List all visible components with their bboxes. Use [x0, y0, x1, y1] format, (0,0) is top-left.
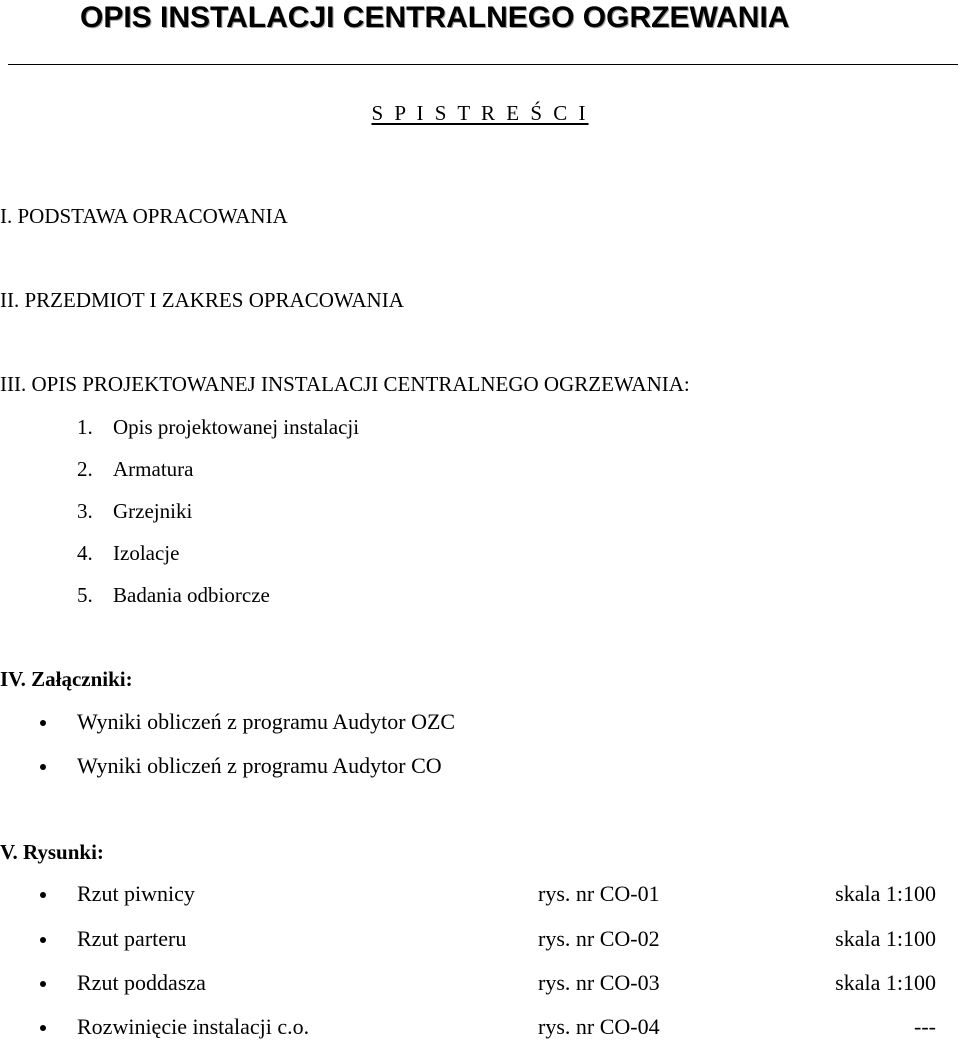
drawing-ref: rys. nr CO-04 [538, 1014, 660, 1039]
drawing-label: Rzut piwnicy [77, 881, 195, 906]
bullet-icon [40, 937, 46, 943]
bullet-icon [40, 720, 46, 726]
drawing-row [0, 1013, 960, 1041]
drawing-label: Rozwinięcie instalacji c.o. [77, 1014, 310, 1039]
bullet-icon [40, 981, 46, 987]
toc-heading: S P I S T R E Ś C I [371, 101, 589, 125]
attachment-label: Wyniki obliczeń z programu Audytor OZC [77, 709, 456, 734]
drawing-label: Rzut parteru [77, 926, 187, 951]
list-item [77, 582, 270, 608]
title-divider [8, 64, 958, 65]
section-2-heading: II. PRZEDMIOT I ZAKRES OPRACOWANIA [0, 288, 404, 312]
bullet-icon [40, 764, 46, 770]
list-item [0, 752, 960, 780]
list-item [77, 540, 179, 566]
item-number: 1. [77, 415, 93, 439]
drawing-row [0, 925, 960, 953]
item-label: Grzejniki [113, 499, 193, 523]
list-item [77, 414, 359, 440]
drawing-scale: skala 1:100 [835, 970, 936, 995]
document-title: OPIS INSTALACJI CENTRALNEGO OGRZEWANIA [80, 1, 790, 34]
item-number: 4. [77, 541, 93, 565]
section-3-heading: III. OPIS PROJEKTOWANEJ INSTALACJI CENTRALNEGO OGRZEWANIA: [0, 372, 690, 396]
item-number: 2. [77, 457, 93, 481]
section-4-heading: IV. Załączniki: [0, 667, 133, 691]
section-1-heading: I. PODSTAWA OPRACOWANIA [0, 204, 288, 228]
drawing-scale: skala 1:100 [835, 881, 936, 906]
list-item [77, 498, 192, 524]
item-label: Armatura [113, 457, 194, 481]
drawing-scale: skala 1:100 [835, 926, 936, 951]
drawing-scale: --- [914, 1014, 936, 1039]
list-item [77, 456, 193, 482]
item-number: 3. [77, 499, 93, 523]
item-label: Izolacje [113, 541, 180, 565]
item-number: 5. [77, 583, 93, 607]
drawing-row [0, 880, 960, 908]
drawing-label: Rzut poddasza [77, 970, 206, 995]
drawing-ref: rys. nr CO-02 [538, 926, 660, 951]
bullet-icon [40, 1025, 46, 1031]
item-label: Opis projektowanej instalacji [113, 415, 360, 439]
attachment-label: Wyniki obliczeń z programu Audytor CO [77, 753, 442, 778]
drawing-ref: rys. nr CO-01 [538, 881, 660, 906]
list-item [0, 708, 960, 736]
item-label: Badania odbiorcze [113, 583, 270, 607]
bullet-icon [40, 892, 46, 898]
section-5-heading: V. Rysunki: [0, 840, 104, 864]
drawing-ref: rys. nr CO-03 [538, 970, 660, 995]
toc-heading-container [0, 100, 960, 126]
drawing-row [0, 969, 960, 997]
